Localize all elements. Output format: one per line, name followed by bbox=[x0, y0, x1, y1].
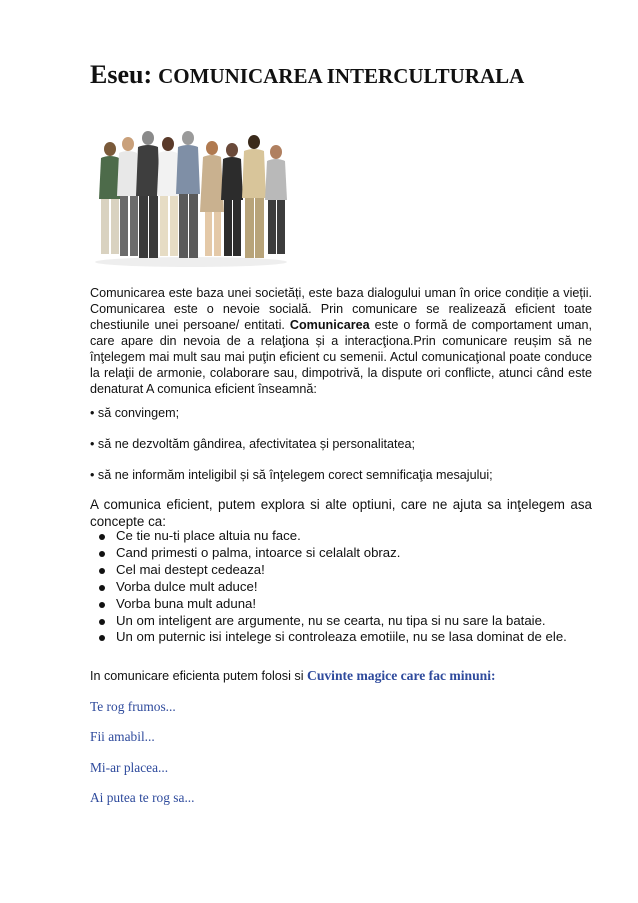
bullet-icon bbox=[99, 551, 105, 557]
goal-item: • să ne informăm inteligibil și să înţelegem corect semnificaţia mesajului; bbox=[90, 468, 493, 482]
proverb-item bbox=[90, 528, 567, 545]
intro-bold-word: Comunicarea bbox=[289, 318, 370, 332]
bullet-icon bbox=[99, 602, 105, 608]
magic-phrase: Fii amabil... bbox=[90, 729, 155, 744]
bullet-icon bbox=[99, 585, 105, 591]
bullet-icon bbox=[99, 635, 105, 641]
group-of-people-photo bbox=[90, 104, 292, 268]
magic-words-intro bbox=[90, 668, 496, 684]
proverb-item bbox=[90, 629, 567, 646]
proverb-text: Vorba buna mult aduna! bbox=[116, 595, 257, 611]
intro-text-1: Comunicarea este baza unei societăți, este baza dialogului uman în orice condiție a vieții. Comunicarea este o nevoie socială. Prin comunicare se realizează eficient toate chestiunile unei persoane/ entitati. bbox=[90, 286, 592, 332]
proverb-text: Un om inteligent are argumente, nu se cearta, nu tipa si nu sare la bataie. bbox=[116, 612, 546, 628]
proverb-item bbox=[90, 545, 567, 562]
magic-phrase: Ai putea te rog sa... bbox=[90, 790, 195, 805]
title-main: COMUNICAREA INTERCULTURALA bbox=[158, 64, 525, 88]
proverb-list bbox=[90, 528, 567, 646]
magic-phrase: Te rog frumos... bbox=[90, 699, 176, 714]
bullet-icon bbox=[99, 619, 105, 625]
proverb-item bbox=[90, 596, 567, 613]
proverb-text: Cand primesti o palma, intoarce si celalalt obraz. bbox=[116, 544, 401, 560]
goal-item: • să ne dezvoltăm gândirea, afectivitatea și personalitatea; bbox=[90, 437, 416, 451]
proverb-text: Vorba dulce mult aduce! bbox=[116, 578, 258, 594]
proverb-item bbox=[90, 579, 567, 596]
magic-intro-text: In comunicare eficienta putem folosi si bbox=[90, 669, 307, 683]
bullet-icon bbox=[99, 568, 105, 574]
title-lead: Eseu: bbox=[90, 60, 153, 89]
proverb-item bbox=[90, 613, 567, 630]
page-title bbox=[90, 60, 524, 90]
goal-item: • să convingem; bbox=[90, 406, 180, 420]
proverb-text: Ce tie nu-ti place altuia nu face. bbox=[116, 528, 301, 543]
magic-words-heading: Cuvinte magice care fac minuni: bbox=[307, 668, 496, 683]
intro-paragraph bbox=[90, 285, 592, 397]
proverb-item bbox=[90, 562, 567, 579]
proverb-text: Un om puternic isi intelege si controleaza emotiile, nu se lasa dominat de ele. bbox=[116, 629, 567, 645]
bullet-icon bbox=[99, 534, 105, 540]
magic-phrase: Mi-ar placea... bbox=[90, 760, 169, 775]
options-paragraph: A comunica eficient, putem explora si alte optiuni, care ne ajuta sa inţelegem asa concepte ca: bbox=[90, 497, 592, 529]
intro-text-2: este o formă de comportament uman, care apare din nevoia de a relaţiona și a interacţiona.Prin comunicare reușim să ne înţelegem mai mult sau mai puţin eficient cu semenii. Actul comunicaţional poate conduce la relaţii de armonie, colaborare sau, dimpotrivă, la dispute ori conflicte, atunci când este denaturat A comunica eficient înseamnă: bbox=[90, 318, 592, 396]
proverb-text: Cel mai destept cedeaza! bbox=[116, 561, 265, 577]
